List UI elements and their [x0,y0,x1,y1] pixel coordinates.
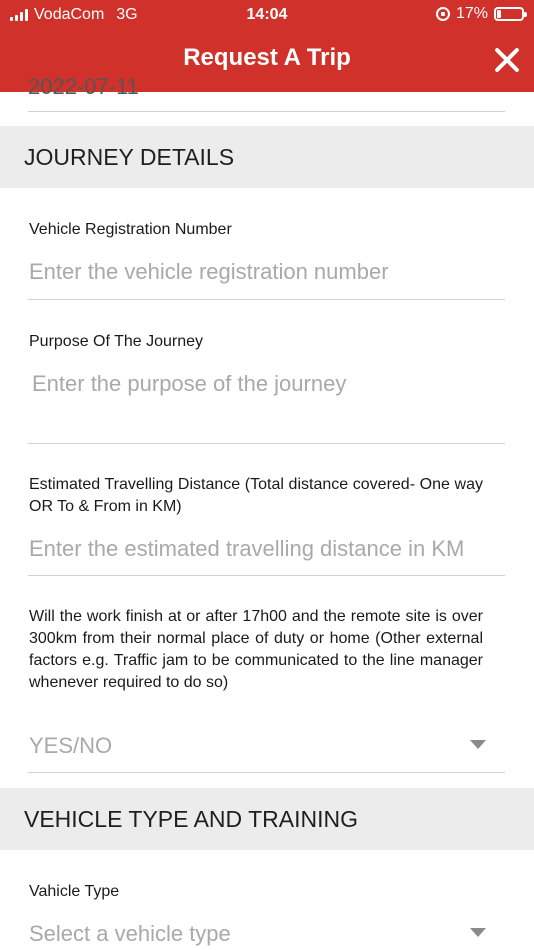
battery-icon [494,7,524,21]
purpose-label: Purpose Of The Journey [29,333,204,350]
close-icon[interactable] [492,44,522,74]
orientation-lock-icon [436,7,450,21]
page-title: Request A Trip [183,44,351,71]
status-bar [0,0,534,30]
date-field-value[interactable]: 2022-07-11 [28,74,139,99]
late-work-label: Will the work finish at or after 17h00 and the remote site is over 300km from their normal place of duty or home (Other external factors e.g. Traffic jam to be communicated to the line manager whenever required to do so) [29,608,483,691]
section-header-vehicle: VEHICLE TYPE AND TRAINING [0,788,534,850]
late-work-select[interactable]: YES/NO [29,733,113,758]
carrier-name: VodaCom [34,6,105,23]
status-time: 14:04 [246,6,288,23]
distance-label: Estimated Travelling Distance (Total distance covered- One way OR To & From in KM) [29,476,483,515]
section-header-journey: JOURNEY DETAILS [0,126,534,188]
distance-underline [28,575,505,576]
late-work-underline [28,772,505,773]
vehicle-type-label: Vahicle Type [29,883,120,900]
purpose-textarea[interactable]: Enter the purpose of the journey [32,371,347,396]
battery-percent: 17% [455,5,488,22]
distance-input[interactable]: Enter the estimated travelling distance in KM [29,536,465,561]
vehicle-registration-underline [28,299,505,300]
vehicle-registration-input[interactable]: Enter the vehicle registration number [29,259,389,284]
date-field-underline [28,111,505,112]
chevron-down-icon[interactable] [470,740,486,749]
purpose-underline [28,443,505,444]
vehicle-registration-label: Vehicle Registration Number [29,221,232,238]
battery-info [436,5,524,23]
chevron-down-icon[interactable] [470,928,486,937]
vehicle-type-select[interactable]: Select a vehicle type [29,921,231,946]
network-type: 3G [116,6,138,23]
